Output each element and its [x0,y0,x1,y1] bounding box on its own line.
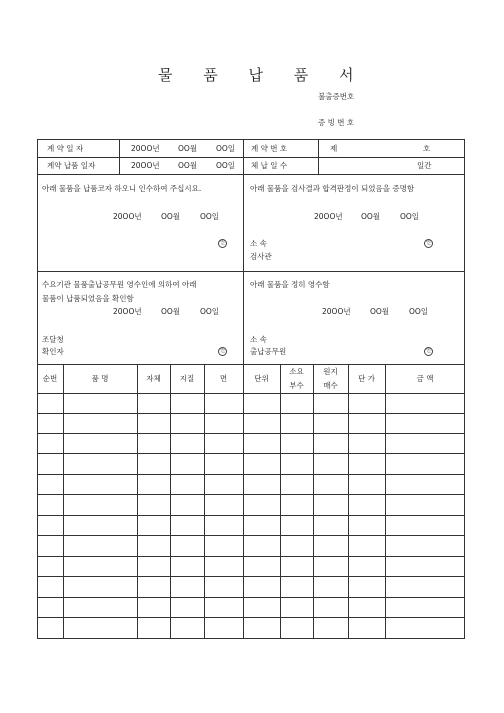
col-header-paper: 지질 [179,374,195,383]
request-day: OO일 [200,212,220,221]
confirm-year: 20OO년 [113,307,142,316]
delivery-date-label: 계약 납품 일자 [47,161,96,170]
inspection-year: 20OO년 [314,212,343,221]
divider [37,515,465,516]
divider [37,617,465,618]
col-header-copies: 부수 [289,381,304,390]
contract-date-day: OO일 [216,144,236,153]
divider [37,364,465,365]
confirmer-label: 확인자 [42,347,64,356]
receipt-statement: 아래 물품을 정히 영수함 [250,280,330,289]
seal-icon: 인 [218,239,227,248]
divider [37,474,465,475]
contract-number-prefix: 제 [330,144,338,153]
col-header-format: 자체 [146,374,161,383]
divider [137,364,138,639]
divider [37,413,465,414]
divider [37,393,465,394]
inspection-affiliation-label: 소 속 [250,239,267,248]
receipt-affiliation-label: 소 속 [250,335,267,344]
contract-number-label: 계 약 번 호 [251,144,288,153]
delivery-date-day: OO일 [216,161,236,170]
divider [204,364,205,639]
delivery-date-year: 20OO년 [131,161,160,170]
divider [37,271,465,272]
inspection-statement: 아래 물품을 검사결과 합격판정이 되었음을 증명함 [250,184,415,193]
divider [37,494,465,495]
inspection-day: OO일 [400,212,420,221]
confirm-statement-line1: 수요기관 물품출납공무원 영수인에 의하여 아래 [42,280,197,289]
receipt-year: 20OO년 [322,307,351,316]
confirm-month: OO월 [161,307,181,316]
contract-number-suffix: 호 [423,144,431,153]
request-year: 20OO년 [113,212,142,221]
col-header-base-paper: 원지 [323,367,338,376]
divider [313,364,314,639]
seal-icon: 인 [218,347,227,356]
col-header-pages: 면 [219,374,228,383]
divider [119,139,120,174]
col-header-unit-price: 단 가 [358,374,375,383]
request-month: OO월 [161,212,181,221]
col-header-seq: 순번 [42,374,58,383]
col-header-required: 소요 [289,367,304,376]
divider [37,576,465,577]
page-title: 물 품 납 품 서 [158,66,367,84]
divider [37,535,465,536]
receipt-month: OO월 [370,307,390,316]
treasury-officer-label: 출납공무원 [250,347,287,356]
overdue-days-label: 체 납 일 수 [251,161,288,170]
confirm-day: OO일 [200,307,220,316]
delivery-date-month: OO월 [178,161,198,170]
divider [385,364,386,639]
divider [37,433,465,434]
confirm-statement-line2: 물품이 납품되었음을 확인함 [42,294,134,303]
contract-date-month: OO월 [178,144,198,153]
inspector-label: 검사관 [250,252,272,261]
divider [37,157,465,158]
divider [63,364,64,639]
overdue-days-suffix: 일간 [417,161,432,170]
seal-icon: 인 [424,239,433,248]
divider [243,139,244,364]
divider [37,174,465,175]
col-header-sheets: 매수 [323,381,338,390]
divider [318,139,319,174]
divider [280,364,281,639]
contract-date-year: 20OO년 [131,144,160,153]
divider [37,556,465,557]
col-header-unit: 단위 [254,374,269,383]
seal-icon: 인 [424,347,433,356]
divider [348,364,349,639]
col-header-item-name: 품 명 [91,374,109,383]
release-number-label: 불출증번호 [318,92,355,101]
divider [37,597,465,598]
request-statement: 아래 물품을 납품코자 하오니 인수하여 주십시요. [42,184,202,193]
col-header-amount: 금 액 [416,374,434,383]
receipt-day: OO일 [409,307,429,316]
inspection-month: OO월 [361,212,381,221]
procurement-office-label: 조달청 [42,335,64,344]
divider [37,453,465,454]
divider [243,364,244,639]
divider [170,364,171,639]
certificate-number-label: 증 빙 번 호 [318,118,355,127]
contract-date-label: 계 약 일 자 [47,144,84,153]
